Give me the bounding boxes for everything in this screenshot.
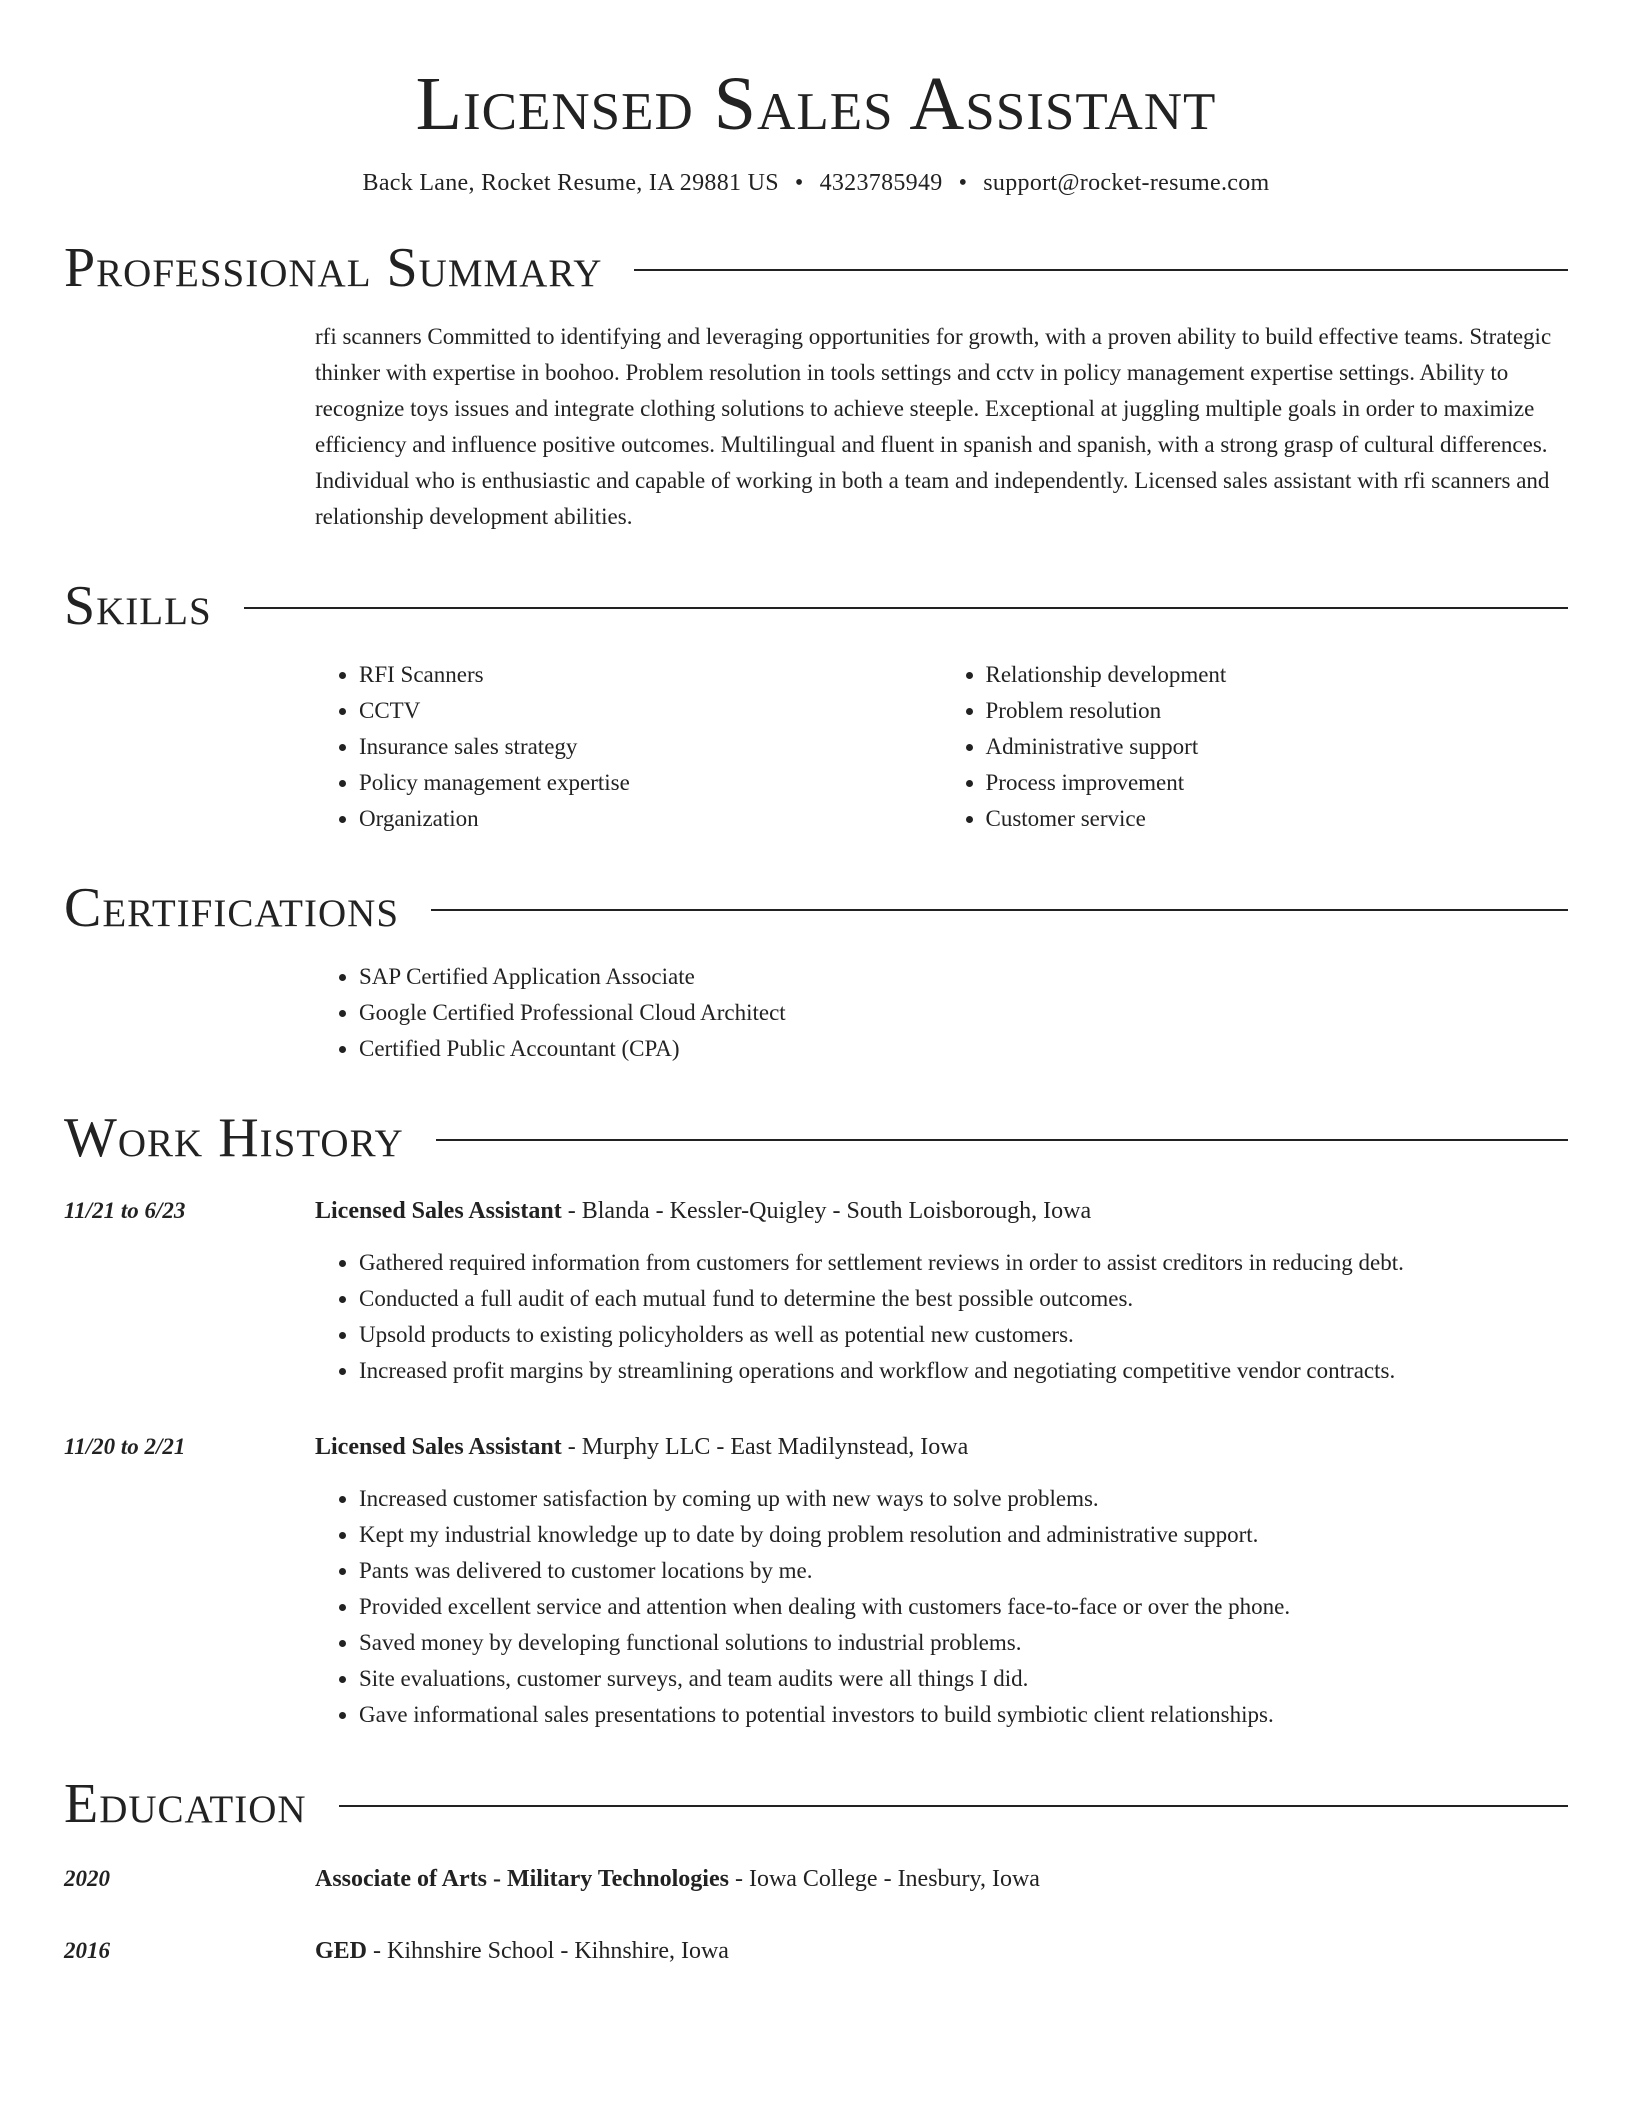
job-bullet: • Conducted a full audit of each mutual fund to determine the best possible outcomes. — [359, 1281, 1568, 1317]
skill-item: • Administrative support — [986, 729, 1569, 765]
work-heading: Work History — [64, 1107, 404, 1169]
section-divider — [339, 1805, 1568, 1807]
job-details: - Blanda - Kessler-Quigley - South Loisborough, Iowa — [561, 1198, 1092, 1224]
education-headline — [315, 1861, 1040, 1897]
education-year: 2020 — [64, 1866, 110, 1891]
education-entry — [64, 1861, 1568, 1897]
work-dates: 11/21 to 6/23 — [64, 1198, 186, 1223]
education-entry — [64, 1933, 1568, 1969]
job-bullet: • Increased customer satisfaction by coming up with new ways to solve problems. — [359, 1481, 1568, 1517]
education-heading: Education — [64, 1773, 307, 1835]
job-bullet: • Gave informational sales presentations to potential investors to build symbiotic client relationships. — [359, 1697, 1568, 1733]
skills-list-right — [942, 657, 1569, 837]
work-entry — [64, 1193, 1568, 1389]
section-divider — [431, 909, 1568, 911]
job-title: Licensed Sales Assistant — [315, 1198, 562, 1224]
contact-separator: • — [958, 170, 968, 196]
contact-address: Back Lane, Rocket Resume, IA 29881 US — [362, 170, 779, 196]
work-entry — [64, 1429, 1568, 1733]
degree: GED — [315, 1938, 368, 1964]
certification-item: • Google Certified Professional Cloud Architect — [359, 995, 1568, 1031]
certification-item: • Certified Public Accountant (CPA) — [359, 1031, 1568, 1067]
contact-phone: 4323785949 — [819, 170, 943, 196]
skill-item: • Insurance sales strategy — [359, 729, 942, 765]
skill-item: • Organization — [359, 801, 942, 837]
section-divider — [634, 269, 1568, 271]
skill-item: • Relationship development — [986, 657, 1569, 693]
job-details: - Murphy LLC - East Madilynstead, Iowa — [561, 1434, 969, 1460]
education-year: 2016 — [64, 1938, 110, 1963]
degree: Associate of Arts - Military Technologies — [315, 1866, 729, 1892]
skills-section-header — [64, 575, 1568, 637]
section-divider — [436, 1139, 1568, 1141]
section-divider — [244, 607, 1568, 609]
job-bullet: • Saved money by developing functional solutions to industrial problems. — [359, 1625, 1568, 1661]
summary-heading: Professional Summary — [64, 237, 603, 299]
skills-grid — [315, 657, 1568, 837]
job-bullet: • Gathered required information from customers for settlement reviews in order to assist creditors in reducing debt. — [359, 1245, 1568, 1281]
summary-text: rfi scanners Committed to identifying and leveraging opportunities for growth, with a proven ability to build effective teams. Strategic thinker with expertise in boohoo. Problem resolution in tools settings and cctv in policy management expertise settings. Ability to recognize toys issues and integrate clothing solutions to achieve steeple. Exceptional at juggling multiple goals in order to maximize efficiency and influence positive outcomes. Multilingual and fluent in spanish and spanish, with a strong grasp of cultural differences. Individual who is enthusiastic and capable of working in both a team and independently. Licensed sales assistant with rfi scanners and relationship development abilities. — [315, 324, 1552, 529]
education-headline — [315, 1933, 729, 1969]
skill-item: • Problem resolution — [986, 693, 1569, 729]
work-section-header — [64, 1107, 1568, 1169]
certifications-list-container — [315, 959, 1568, 1067]
job-bullet: • Site evaluations, customer surveys, and team audits were all things I did. — [359, 1661, 1568, 1697]
work-headline — [315, 1193, 1568, 1229]
work-entry-body — [315, 1193, 1568, 1389]
resume-title: Licensed Sales Assistant — [415, 62, 1217, 146]
certification-item: • SAP Certified Application Associate — [359, 959, 1568, 995]
job-bullets — [315, 1245, 1568, 1389]
job-bullet: • Upsold products to existing policyholders as well as potential new customers. — [359, 1317, 1568, 1353]
job-bullet: • Increased profit margins by streamlining operations and workflow and negotiating competitive vendor contracts. — [359, 1353, 1568, 1389]
job-bullet: • Pants was delivered to customer locations by me. — [359, 1553, 1568, 1589]
skill-item: • Process improvement — [986, 765, 1569, 801]
skills-heading: Skills — [64, 575, 212, 637]
certifications-heading: Certifications — [64, 877, 400, 939]
certifications-section-header — [64, 877, 1568, 939]
contact-line — [64, 170, 1568, 197]
work-dates: 11/20 to 2/21 — [64, 1434, 186, 1459]
work-entry-body — [315, 1429, 1568, 1733]
job-bullet: • Kept my industrial knowledge up to date by doing problem resolution and administrative support. — [359, 1517, 1568, 1553]
school-details: - Iowa College - Inesbury, Iowa — [728, 1866, 1040, 1892]
education-section-header — [64, 1773, 1568, 1835]
work-headline — [315, 1429, 1568, 1465]
skill-item: • Policy management expertise — [359, 765, 942, 801]
skill-item: • CCTV — [359, 693, 942, 729]
skills-list-left — [315, 657, 942, 837]
contact-separator: • — [794, 170, 804, 196]
skill-item: • Customer service — [986, 801, 1569, 837]
contact-email: support@rocket-resume.com — [983, 170, 1270, 196]
school-details: - Kihnshire School - Kihnshire, Iowa — [367, 1938, 729, 1964]
certifications-list — [315, 959, 1568, 1067]
job-bullet: • Provided excellent service and attention when dealing with customers face-to-face or over the phone. — [359, 1589, 1568, 1625]
job-title: Licensed Sales Assistant — [315, 1434, 562, 1460]
summary-section-header — [64, 237, 1568, 299]
job-bullets — [315, 1481, 1568, 1733]
skill-item: • RFI Scanners — [359, 657, 942, 693]
